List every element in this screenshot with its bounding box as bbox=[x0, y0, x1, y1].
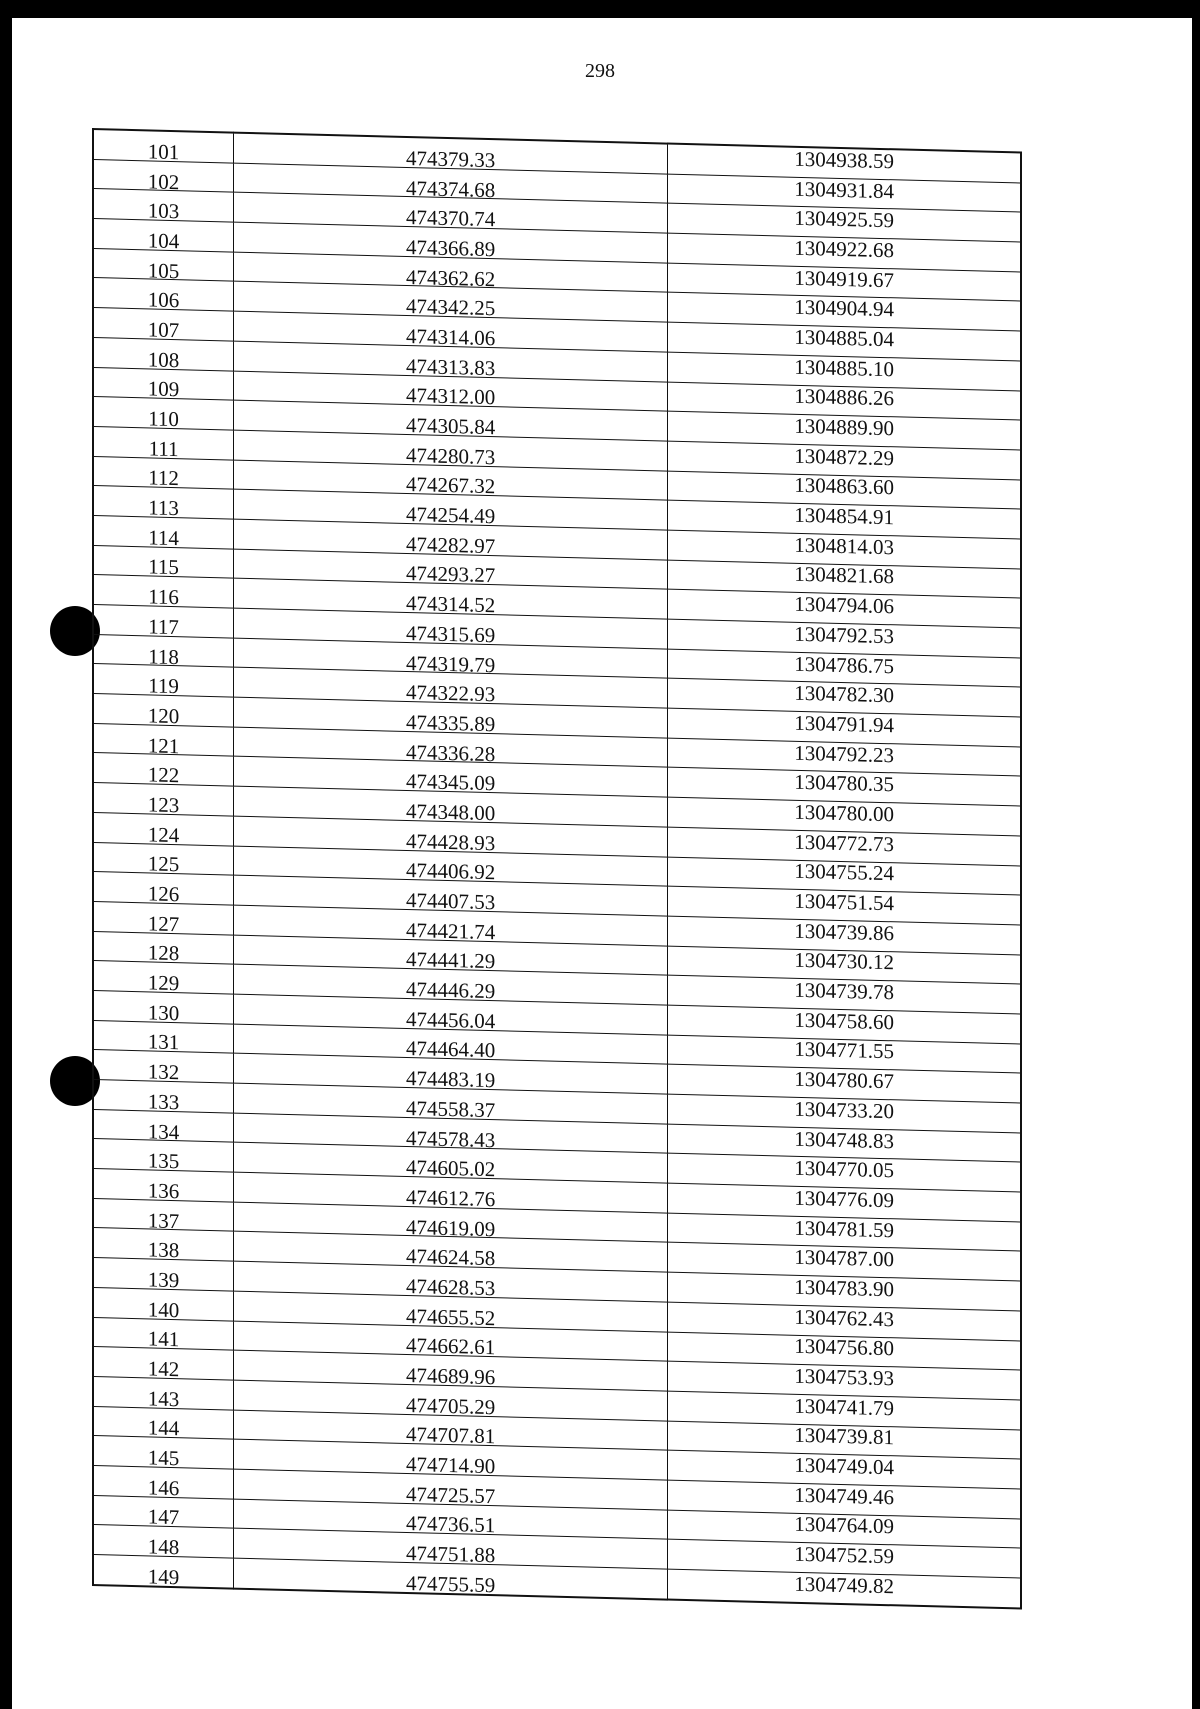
point-number-text: 132 bbox=[147, 1059, 180, 1085]
point-number-cell bbox=[93, 812, 234, 845]
y-coordinate-text: 1304755.24 bbox=[794, 859, 894, 886]
point-number-text: 115 bbox=[148, 554, 179, 580]
y-coordinate-text: 1304922.68 bbox=[794, 235, 894, 263]
x-coordinate-text: 474619.09 bbox=[405, 1214, 496, 1241]
point-number-cell bbox=[93, 605, 234, 638]
point-number-cell bbox=[93, 783, 234, 816]
point-number-cell bbox=[93, 129, 234, 163]
point-number-cell bbox=[93, 456, 234, 489]
y-coordinate-text: 1304821.68 bbox=[794, 562, 894, 589]
point-number-text: 119 bbox=[148, 673, 179, 699]
y-coordinate-text: 1304925.59 bbox=[794, 205, 894, 233]
y-coordinate-text: 1304730.12 bbox=[794, 948, 894, 975]
x-coordinate-text: 474313.83 bbox=[405, 353, 496, 380]
point-number-cell bbox=[93, 1080, 234, 1113]
point-number-text: 103 bbox=[147, 198, 180, 224]
point-number-text: 149 bbox=[147, 1564, 180, 1590]
y-coordinate-text: 1304787.00 bbox=[794, 1245, 894, 1272]
point-number-text: 131 bbox=[147, 1029, 180, 1055]
point-number-text: 125 bbox=[147, 851, 180, 877]
x-coordinate-text: 474267.32 bbox=[405, 472, 496, 499]
y-coordinate-text: 1304931.84 bbox=[794, 176, 894, 203]
y-coordinate-text: 1304741.79 bbox=[794, 1393, 894, 1421]
point-number-cell bbox=[93, 1258, 234, 1291]
y-coordinate-text: 1304885.10 bbox=[794, 354, 894, 381]
y-coordinate-text: 1304783.90 bbox=[794, 1274, 894, 1302]
point-number-text: 142 bbox=[147, 1356, 180, 1382]
point-number-text: 124 bbox=[147, 822, 180, 847]
x-coordinate-text: 474707.81 bbox=[405, 1422, 496, 1449]
point-number-cell bbox=[93, 1050, 234, 1083]
point-number-text: 113 bbox=[148, 495, 179, 521]
point-number-text: 101 bbox=[147, 139, 180, 165]
y-coordinate-text: 1304770.05 bbox=[794, 1155, 894, 1183]
point-number-text: 135 bbox=[147, 1148, 180, 1174]
point-number-cell bbox=[93, 159, 234, 192]
point-number-text: 139 bbox=[147, 1267, 180, 1293]
x-coordinate-text: 474736.51 bbox=[405, 1511, 496, 1538]
scan-border-left bbox=[0, 0, 12, 1709]
x-coordinate-text: 474446.29 bbox=[405, 977, 496, 1004]
point-number-text: 109 bbox=[147, 376, 180, 402]
y-coordinate-text: 1304749.46 bbox=[794, 1482, 894, 1510]
x-coordinate-text: 474348.00 bbox=[405, 798, 496, 826]
point-number-cell bbox=[93, 1020, 234, 1053]
x-coordinate-text: 474428.93 bbox=[405, 828, 496, 855]
y-coordinate-text: 1304772.73 bbox=[794, 829, 894, 856]
x-coordinate-text: 474612.76 bbox=[405, 1184, 496, 1212]
coordinates-table bbox=[92, 128, 1022, 1609]
y-coordinate-text: 1304792.23 bbox=[794, 740, 894, 767]
x-coordinate-text: 474319.79 bbox=[405, 650, 496, 677]
y-coordinate-text: 1304748.83 bbox=[794, 1126, 894, 1153]
point-number-cell bbox=[93, 1376, 234, 1409]
y-coordinate-text: 1304752.59 bbox=[794, 1541, 894, 1569]
y-coordinate-text: 1304753.93 bbox=[794, 1363, 894, 1391]
x-coordinate-text: 474282.97 bbox=[405, 531, 496, 558]
point-number-cell bbox=[93, 1109, 234, 1142]
point-number-cell bbox=[93, 931, 234, 964]
point-number-text: 106 bbox=[147, 287, 180, 313]
x-coordinate-text: 474628.53 bbox=[405, 1273, 496, 1301]
point-number-cell bbox=[93, 575, 234, 608]
point-number-cell bbox=[93, 1436, 234, 1469]
y-coordinate-text: 1304751.54 bbox=[794, 888, 894, 916]
x-coordinate-text: 474751.88 bbox=[405, 1541, 496, 1568]
point-number-cell bbox=[93, 961, 234, 994]
point-number-cell bbox=[93, 1317, 234, 1350]
y-coordinate-text: 1304780.35 bbox=[794, 770, 894, 797]
point-number-cell bbox=[93, 515, 234, 548]
x-coordinate-text: 474689.96 bbox=[405, 1362, 496, 1390]
y-coordinate-text: 1304794.06 bbox=[794, 591, 894, 619]
point-number-cell bbox=[93, 545, 234, 578]
y-coordinate-text: 1304739.86 bbox=[794, 918, 894, 946]
y-coordinate-text: 1304872.29 bbox=[794, 443, 894, 471]
y-coordinate-text: 1304733.20 bbox=[794, 1096, 894, 1124]
x-coordinate-text: 474379.33 bbox=[405, 145, 496, 173]
x-coordinate-text: 474421.74 bbox=[405, 917, 496, 944]
x-coordinate-text: 474624.58 bbox=[405, 1244, 496, 1271]
x-coordinate-text: 474464.40 bbox=[405, 1036, 496, 1063]
y-coordinate-text: 1304885.04 bbox=[794, 324, 894, 352]
y-coordinate-text: 1304904.94 bbox=[794, 295, 894, 322]
point-number-text: 147 bbox=[147, 1504, 180, 1530]
scan-border-top bbox=[0, 0, 1200, 18]
point-number-text: 123 bbox=[147, 792, 180, 818]
x-coordinate-text: 474655.52 bbox=[405, 1303, 496, 1330]
x-coordinate-text: 474374.68 bbox=[405, 175, 496, 202]
point-number-cell bbox=[93, 990, 234, 1023]
point-number-text: 111 bbox=[148, 436, 179, 461]
point-number-text: 116 bbox=[148, 584, 179, 610]
x-coordinate-text: 474662.61 bbox=[405, 1333, 496, 1360]
x-coordinate-text: 474293.27 bbox=[405, 561, 496, 588]
y-coordinate-text: 1304814.03 bbox=[794, 532, 894, 560]
point-number-text: 128 bbox=[147, 940, 180, 966]
y-coordinate-text: 1304749.04 bbox=[794, 1452, 894, 1480]
x-coordinate-text: 474558.37 bbox=[405, 1095, 496, 1123]
y-coordinate-text: 1304780.67 bbox=[794, 1066, 894, 1094]
point-number-cell bbox=[93, 278, 234, 311]
point-number-text: 134 bbox=[147, 1118, 180, 1144]
x-coordinate-text: 474342.25 bbox=[405, 294, 496, 321]
x-coordinate-text: 474322.93 bbox=[405, 680, 496, 707]
x-coordinate-text: 474370.74 bbox=[405, 205, 496, 232]
y-coordinate-text: 1304792.53 bbox=[794, 621, 894, 649]
y-coordinate-text: 1304758.60 bbox=[794, 1007, 894, 1035]
point-number-text: 129 bbox=[147, 970, 180, 996]
x-coordinate-text: 474441.29 bbox=[405, 947, 496, 974]
x-coordinate-text: 474314.52 bbox=[405, 591, 496, 618]
y-coordinate-text: 1304919.67 bbox=[794, 265, 894, 292]
point-number-text: 122 bbox=[147, 762, 180, 788]
x-coordinate-text: 474366.89 bbox=[405, 234, 496, 262]
point-number-cell bbox=[93, 1287, 234, 1320]
point-number-text: 140 bbox=[147, 1297, 180, 1322]
point-number-cell bbox=[93, 901, 234, 934]
x-coordinate-text: 474483.19 bbox=[405, 1066, 496, 1093]
y-coordinate-text: 1304854.91 bbox=[794, 502, 894, 530]
x-coordinate-text: 474456.04 bbox=[405, 1006, 496, 1033]
point-number-cell bbox=[93, 753, 234, 786]
point-number-text: 145 bbox=[147, 1445, 180, 1471]
point-number-text: 114 bbox=[148, 525, 179, 550]
x-coordinate-text: 474336.28 bbox=[405, 739, 496, 766]
point-number-text: 105 bbox=[147, 258, 180, 283]
point-number-cell bbox=[93, 426, 234, 459]
y-coordinate-text: 1304756.80 bbox=[794, 1334, 894, 1361]
y-coordinate-text: 1304938.59 bbox=[794, 146, 894, 174]
point-number-text: 136 bbox=[147, 1178, 180, 1204]
y-coordinate-text: 1304781.59 bbox=[794, 1215, 894, 1242]
x-coordinate-text: 474406.92 bbox=[405, 858, 496, 885]
point-number-cell bbox=[93, 1198, 234, 1231]
point-number-text: 112 bbox=[148, 465, 179, 491]
x-coordinate-text: 474335.89 bbox=[405, 709, 496, 737]
point-number-text: 133 bbox=[147, 1089, 180, 1115]
x-coordinate-text: 474705.29 bbox=[405, 1392, 496, 1419]
y-coordinate-text: 1304791.94 bbox=[794, 710, 894, 738]
point-number-cell bbox=[93, 872, 234, 905]
x-coordinate-text: 474725.57 bbox=[405, 1481, 496, 1508]
point-number-text: 104 bbox=[147, 228, 180, 254]
point-number-cell bbox=[93, 486, 234, 519]
x-coordinate-text: 474312.00 bbox=[405, 383, 496, 410]
x-coordinate-text: 474407.53 bbox=[405, 887, 496, 915]
point-number-text: 127 bbox=[147, 911, 180, 936]
point-number-text: 121 bbox=[147, 733, 180, 758]
point-number-text: 108 bbox=[147, 347, 180, 372]
point-number-cell bbox=[93, 308, 234, 341]
point-number-cell bbox=[93, 634, 234, 667]
y-coordinate-text: 1304776.09 bbox=[794, 1185, 894, 1213]
point-number-cell bbox=[93, 219, 234, 252]
y-coordinate-text: 1304764.09 bbox=[794, 1512, 894, 1539]
point-number-cell bbox=[93, 723, 234, 756]
y-coordinate-text: 1304739.78 bbox=[794, 977, 894, 1005]
y-coordinate-text: 1304762.43 bbox=[794, 1304, 894, 1331]
x-coordinate-text: 474305.84 bbox=[405, 412, 496, 440]
point-number-cell bbox=[93, 367, 234, 400]
point-number-text: 117 bbox=[148, 614, 179, 640]
point-number-cell bbox=[93, 397, 234, 430]
point-number-text: 144 bbox=[147, 1415, 180, 1441]
point-number-text: 102 bbox=[147, 168, 180, 194]
y-coordinate-text: 1304886.26 bbox=[794, 384, 894, 411]
y-coordinate-text: 1304786.75 bbox=[794, 651, 894, 678]
point-number-text: 118 bbox=[148, 643, 179, 669]
point-number-text: 148 bbox=[147, 1534, 180, 1560]
point-number-cell bbox=[93, 189, 234, 222]
x-coordinate-text: 474605.02 bbox=[405, 1155, 496, 1182]
point-number-text: 110 bbox=[148, 406, 179, 432]
x-coordinate-text: 474314.06 bbox=[405, 323, 496, 351]
point-number-cell bbox=[93, 842, 234, 875]
point-number-cell bbox=[93, 1228, 234, 1261]
point-number-text: 143 bbox=[147, 1386, 180, 1411]
point-number-cell bbox=[93, 1555, 234, 1589]
x-coordinate-text: 474254.49 bbox=[405, 502, 496, 529]
point-number-cell bbox=[93, 1406, 234, 1439]
point-number-cell bbox=[93, 337, 234, 370]
coordinates-table-body bbox=[93, 129, 1021, 1608]
point-number-text: 141 bbox=[147, 1326, 180, 1352]
point-number-cell bbox=[93, 248, 234, 281]
x-coordinate-text: 474345.09 bbox=[405, 769, 496, 796]
y-coordinate-text: 1304771.55 bbox=[794, 1037, 894, 1064]
x-coordinate-text: 474315.69 bbox=[405, 620, 496, 648]
page-number: 298 bbox=[585, 60, 615, 82]
y-coordinate-text: 1304889.90 bbox=[794, 413, 894, 441]
point-number-text: 137 bbox=[147, 1208, 180, 1233]
point-number-text: 120 bbox=[147, 703, 180, 729]
x-coordinate-text: 474280.73 bbox=[405, 442, 496, 469]
point-number-text: 107 bbox=[147, 317, 180, 343]
x-coordinate-text: 474755.59 bbox=[405, 1570, 496, 1598]
scan-border-right bbox=[1192, 0, 1200, 1709]
point-number-cell bbox=[93, 1347, 234, 1380]
point-number-cell bbox=[93, 1495, 234, 1528]
x-coordinate-text: 474362.62 bbox=[405, 264, 496, 291]
y-coordinate-text: 1304739.81 bbox=[794, 1423, 894, 1450]
y-coordinate-text: 1304780.00 bbox=[794, 799, 894, 827]
y-coordinate-text: 1304863.60 bbox=[794, 473, 894, 500]
point-number-text: 138 bbox=[147, 1237, 180, 1263]
x-coordinate-text: 474714.90 bbox=[405, 1452, 496, 1479]
point-number-text: 146 bbox=[147, 1475, 180, 1500]
point-number-cell bbox=[93, 664, 234, 697]
point-number-cell bbox=[93, 1465, 234, 1498]
point-number-cell bbox=[93, 1525, 234, 1558]
y-coordinate-text: 1304782.30 bbox=[794, 680, 894, 708]
point-number-cell bbox=[93, 1169, 234, 1202]
point-number-text: 130 bbox=[147, 1000, 180, 1025]
y-coordinate-text: 1304749.82 bbox=[794, 1571, 894, 1599]
point-number-cell bbox=[93, 694, 234, 727]
point-number-text: 126 bbox=[147, 881, 180, 907]
point-number-cell bbox=[93, 1139, 234, 1172]
x-coordinate-text: 474578.43 bbox=[405, 1125, 496, 1152]
